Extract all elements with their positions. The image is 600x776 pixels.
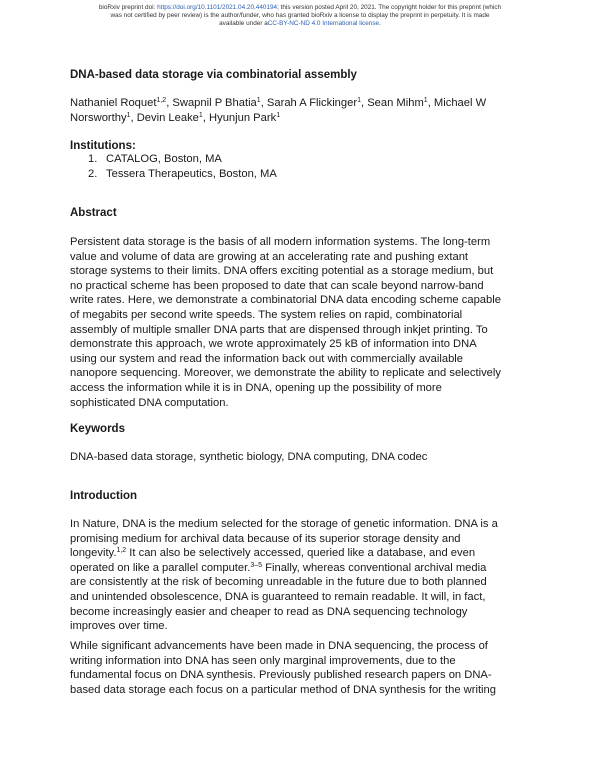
license-link[interactable]: CC-BY-NC-ND 4.0 International license bbox=[267, 20, 380, 27]
introduction-paragraph-1 bbox=[70, 517, 540, 634]
abstract-line: nanopore sequencing. Moreover, we demonstrate the ability to replicate and selectively bbox=[70, 367, 501, 380]
abstract-line: using our system and read the information back out with commercially available bbox=[70, 352, 463, 365]
citation-sup: 1,2 bbox=[116, 547, 127, 555]
abstract-line: sophisticated DNA computation. bbox=[70, 396, 229, 409]
preprint-notice bbox=[0, 4, 600, 28]
preprint-notice-line-3: available under aCC-BY-NC-ND 4.0 International license. bbox=[219, 20, 381, 27]
intro-line: fundamental focus on DNA synthesis. Previously published research papers on DNA- bbox=[70, 669, 492, 682]
citation-sup: 3–5 bbox=[250, 561, 263, 569]
author-line-2: Norsworthy$^1$, Devin Leake$^1$, Hyunjun Park$^1$ bbox=[70, 112, 281, 124]
preprint-notice-line-1: bioRxiv preprint doi: https://doi.org/10.1101/2021.04.20.440194; this version posted April 20, 2021. The copyright holder for this preprint (which bbox=[98, 4, 502, 11]
institution-list bbox=[88, 152, 277, 182]
abstract-line: demonstrate this approach, we wrote approximately 25 kB of information into DNA bbox=[70, 338, 477, 351]
intro-line: In Nature, DNA is the medium selected for the storage of genetic information. DNA is a bbox=[70, 518, 498, 530]
keywords-heading: Keywords bbox=[70, 423, 125, 435]
abstract-line: assembly of multiple smaller DNA parts that are dispensed through inkjet printing. To bbox=[70, 323, 488, 336]
introduction-paragraph-2 bbox=[70, 639, 540, 697]
intro-line: operated on like a parallel computer.$^{3-5}$ Finally, whereas conventional archival media bbox=[70, 561, 487, 574]
intro-line: longevity.$^{1,2}$ It can also be selectively accessed, queried like a database, and even bbox=[70, 547, 476, 560]
intro-line: promising medium for archival data because of its superior storage density and bbox=[70, 532, 461, 545]
intro-line: are consistently at the risk of becoming unreadable in the future due to both planned bbox=[70, 576, 487, 589]
abstract-line: of megabits per second write speeds. The system relies on rapid, combinatorial bbox=[70, 308, 463, 321]
institution-item: 1. CATALOG, Boston, MA bbox=[88, 153, 222, 165]
intro-line: improves over time. bbox=[70, 620, 168, 633]
author-line-1: Nathaniel Roquet$^{1,2}$, Swapnil P Bhatia$^1$, Sarah A Flickinger$^1$, Sean Mihm$^1$, Michael W bbox=[70, 97, 487, 109]
abstract-line: Persistent data storage is the basis of all modern information systems. The long-term bbox=[70, 236, 491, 248]
keywords-text: DNA-based data storage, synthetic biology, DNA computing, DNA codec bbox=[70, 451, 428, 463]
abstract-line: write rates. Here, we demonstrate a combinatorial DNA data encoding scheme capable bbox=[70, 294, 501, 307]
author-list bbox=[70, 96, 540, 126]
doi-link[interactable]: https://doi.org/10.1101/2021.04.20.440194 bbox=[157, 4, 278, 11]
institution-item: 2. Tessera Therapeutics, Boston, MA bbox=[88, 168, 277, 180]
institutions-heading: Institutions: bbox=[70, 140, 136, 152]
preprint-notice-line-2: was not certified by peer review) is the author/funder, who has granted bioRxiv a license to display the preprint in perpetuity. It is made bbox=[110, 12, 490, 19]
abstract-line: value and volume of data are growing at an accelerating rate and pushing extant bbox=[70, 250, 469, 263]
abstract-line: no practical scheme has been proposed to date that can scale beyond narrow-band bbox=[70, 279, 484, 292]
abstract-line: access the information while it is in DNA, opening up the possibility of more bbox=[70, 381, 442, 394]
intro-line: While significant advancements have been made in DNA sequencing, the process of bbox=[70, 640, 488, 652]
abstract-line: storage systems to their limits. DNA offers exciting potential as a storage medium, but bbox=[70, 265, 494, 278]
abstract-body bbox=[70, 235, 540, 410]
intro-line: based data storage each focus on a particular method of DNA synthesis for the writing bbox=[70, 683, 496, 696]
intro-line: and unintended obsolescence, DNA is guaranteed to remain readable. It will, in fact, bbox=[70, 590, 486, 603]
abstract-heading: Abstract bbox=[70, 207, 117, 219]
intro-line: writing information into DNA has seen only marginal improvements, due to the bbox=[70, 654, 456, 667]
paper-title: DNA-based data storage via combinatorial assembly bbox=[70, 69, 357, 81]
intro-line: become increasingly easier and cheaper to read as DNA sequencing technology bbox=[70, 605, 468, 618]
introduction-heading: Introduction bbox=[70, 490, 138, 502]
